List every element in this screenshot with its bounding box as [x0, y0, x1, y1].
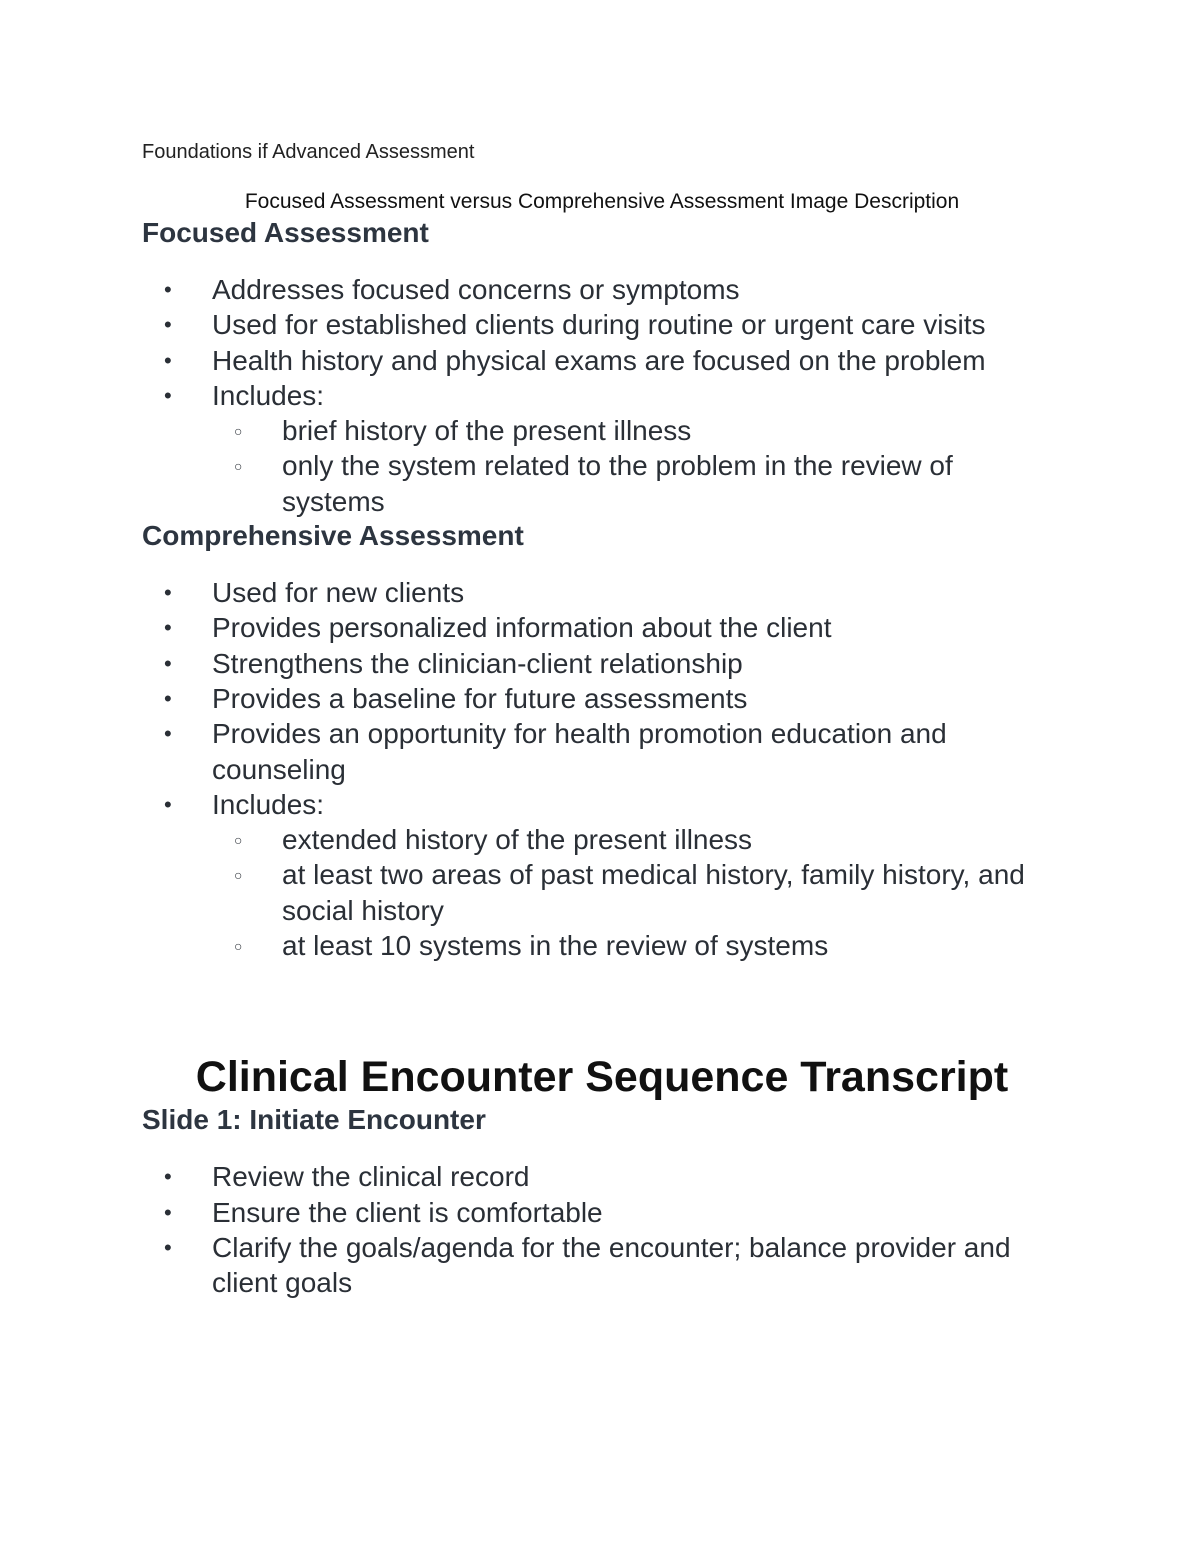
bullet-icon: •: [164, 277, 172, 302]
list-item: [142, 575, 1062, 610]
list-item-text: Includes:: [212, 788, 325, 820]
list-item: [142, 716, 1062, 787]
circle-bullet-icon: ○: [234, 867, 243, 884]
slide-1-list: [142, 1159, 1062, 1300]
list-item: [142, 610, 1062, 645]
focused-assessment-list: [142, 272, 1062, 519]
list-item: [142, 343, 1062, 378]
document-subtitle: Focused Assessment versus Comprehensive Assessment Image Description: [244, 190, 960, 213]
document-page: [142, 138, 1062, 1301]
sub-list-item: [142, 857, 1062, 928]
list-item-text: Provides personalized information about the client: [212, 612, 832, 644]
list-item: [142, 1195, 1062, 1230]
bullet-icon: •: [164, 1234, 172, 1260]
list-item: [142, 378, 1062, 413]
bullet-icon: •: [164, 791, 172, 817]
bullet-icon: •: [164, 650, 172, 676]
circle-bullet-icon: ○: [234, 458, 243, 475]
slide-1-heading: Slide 1: Initiate Encounter: [142, 1104, 486, 1136]
bullet-icon: •: [164, 312, 172, 338]
list-item-text: Includes:: [212, 379, 325, 411]
list-item: [142, 1159, 1062, 1194]
list-item-text: Clarify the goals/agenda for the encounter; balance provider and client goals: [212, 1231, 1011, 1299]
list-item-text: Used for new clients: [212, 577, 465, 609]
bullet-icon: •: [164, 580, 172, 606]
sub-list-item: [142, 448, 1062, 519]
bullet-icon: •: [164, 1164, 172, 1190]
sub-list-item-text: at least 10 systems in the review of systems: [282, 930, 829, 962]
bullet-icon: •: [164, 721, 172, 747]
list-item: [142, 272, 1062, 307]
transcript-heading: Clinical Encounter Sequence Transcript: [195, 1053, 1009, 1102]
list-item: [142, 307, 1062, 342]
list-item-text: Ensure the client is comfortable: [212, 1196, 603, 1228]
circle-bullet-icon: ○: [234, 423, 243, 440]
bullet-icon: •: [164, 685, 172, 711]
focused-assessment-heading: Focused Assessment: [142, 217, 429, 248]
sub-list-item-text: extended history of the present illness: [282, 824, 753, 856]
list-item-text: Strengthens the clinician-client relationship: [212, 647, 743, 679]
list-item: [142, 646, 1062, 681]
list-item: [142, 1230, 1062, 1301]
sub-list-item: [142, 822, 1062, 857]
sub-list-item: [142, 413, 1062, 448]
circle-bullet-icon: ○: [234, 832, 243, 849]
sub-list-item: [142, 928, 1062, 963]
bullet-icon: •: [164, 347, 172, 373]
bullet-icon: •: [164, 382, 172, 408]
list-item-text: Provides a baseline for future assessments: [212, 682, 748, 714]
list-item-text: Review the clinical record: [212, 1161, 530, 1193]
bullet-icon: •: [164, 615, 172, 641]
list-item-text: Provides an opportunity for health promotion education and counseling: [212, 718, 947, 785]
list-item: [142, 787, 1062, 822]
list-item: [142, 681, 1062, 716]
list-item-text: Used for established clients during routine or urgent care visits: [212, 309, 986, 341]
list-item-text: Addresses focused concerns or symptoms: [212, 274, 740, 305]
sub-list-item-text: only the system related to the problem in the review of systems: [282, 450, 953, 517]
comprehensive-assessment-heading: Comprehensive Assessment: [142, 520, 524, 552]
circle-bullet-icon: ○: [234, 938, 243, 955]
bullet-icon: •: [164, 1199, 172, 1225]
document-title: Foundations if Advanced Assessment: [142, 141, 475, 163]
list-item-text: Health history and physical exams are focused on the problem: [212, 344, 986, 376]
sub-list-item-text: brief history of the present illness: [282, 415, 692, 447]
comprehensive-assessment-list: [142, 575, 1062, 963]
sub-list-item-text: at least two areas of past medical history, family history, and social history: [282, 859, 1025, 926]
